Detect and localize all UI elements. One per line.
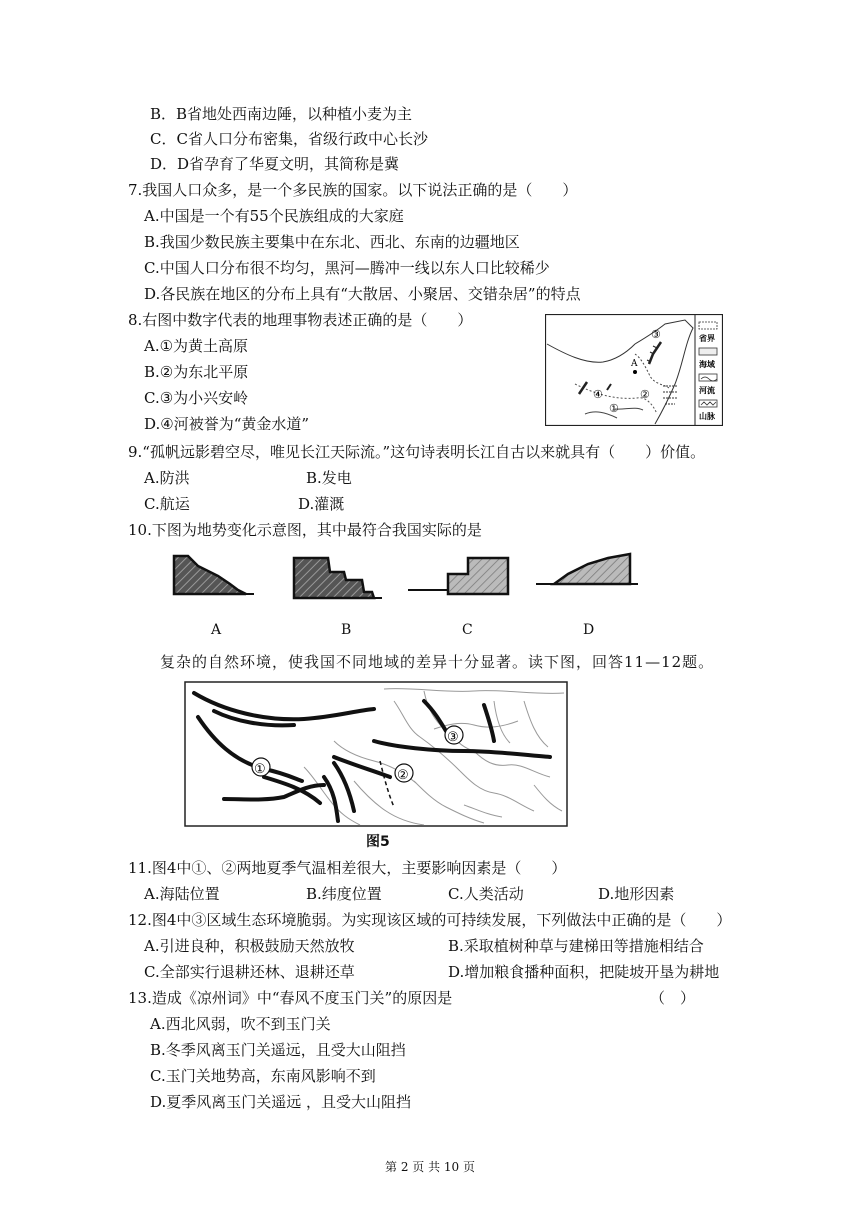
profile-b	[294, 558, 382, 598]
profile-c	[408, 558, 508, 594]
q12-stem: 12.图4中③区域生态环境脆弱。为实现该区域的可持续发展，下列做法中正确的是（ ）	[128, 911, 732, 929]
q6-option-c: C．C省人口分布密集，省级行政中心长沙	[150, 130, 428, 148]
page-footer: 第 2 页 共 10 页	[385, 1160, 475, 1174]
q9-option-c: C.航运	[144, 495, 190, 513]
figure-5-caption: 图5	[366, 834, 390, 850]
q11-stem: 11.图4中①、②两地夏季气温相差很大，主要影响因素是（ ）	[128, 859, 567, 877]
legend-river: 河流	[699, 386, 715, 395]
q8-map-label-1: ①	[609, 402, 619, 415]
q9-option-d: D.灌溉	[298, 495, 345, 513]
intro-11-12: 复杂的自然环境，使我国不同地域的差异十分显著。读下图，回答11—12题。	[160, 653, 715, 671]
q8-map-label-2: ②	[640, 388, 650, 401]
q11-option-d: D.地形因素	[598, 885, 675, 903]
q12-option-c: C.全部实行退耕还林、退耕还草	[144, 963, 355, 981]
fig5-label-3: ③	[447, 730, 459, 745]
legend-sea: 海域	[699, 360, 715, 369]
profile-d	[536, 554, 638, 584]
q7-option-c: C.中国人口分布很不均匀，黑河—腾冲一线以东人口比较稀少	[144, 259, 550, 277]
q13-answer-paren: （ ）	[650, 989, 696, 1007]
q8-map-label-3: ③	[651, 328, 661, 341]
q9-option-b: B.发电	[306, 469, 352, 487]
q8-option-c: C.③为小兴安岭	[144, 389, 249, 407]
fig5-label-1: ①	[254, 762, 266, 777]
q9-stem: 9.“孤帆远影碧空尽，唯见长江天际流。”这句诗表明长江自古以来就具有（ ）价值。	[128, 443, 706, 461]
q8-map	[545, 314, 723, 426]
legend-provincial-border: 省界	[699, 334, 715, 343]
q10-label-b: B	[341, 622, 352, 638]
figure-5-map	[184, 681, 568, 827]
fig5-label-2: ②	[397, 768, 409, 783]
q12-option-b: B.采取植树种草与建梯田等措施相结合	[448, 937, 704, 955]
legend-mountain: 山脉	[699, 412, 715, 421]
q12-option-d: D.增加粮食播种面积，把陡坡开垦为耕地	[448, 963, 720, 981]
q9-option-a: A.防洪	[144, 469, 190, 487]
profile-a	[174, 556, 254, 594]
q13-option-b: B.冬季风离玉门关遥远，且受大山阻挡	[150, 1041, 406, 1059]
q7-option-a: A.中国是一个有55个民族组成的大家庭	[144, 207, 404, 225]
q7-stem: 7.我国人口众多，是一个多民族的国家。以下说法正确的是（ ）	[128, 181, 578, 199]
q6-option-b: B．B省地处西南边陲，以种植小麦为主	[150, 105, 413, 123]
q13-option-a: A.西北风弱，吹不到玉门关	[150, 1015, 331, 1033]
q10-label-d: D	[583, 622, 595, 638]
q8-map-label-4: ④	[593, 388, 603, 401]
q10-label-a: A	[211, 622, 222, 638]
q11-option-c: C.人类活动	[448, 885, 524, 903]
q10-terrain-profiles	[168, 550, 648, 606]
q6-option-d: D．D省孕育了华夏文明，其简称是冀	[150, 155, 400, 173]
q13-stem: 13.造成《凉州词》中“春风不度玉门关”的原因是	[128, 989, 453, 1007]
q11-option-a: A.海陆位置	[144, 885, 220, 903]
q7-option-d: D.各民族在地区的分布上具有“大散居、小聚居、交错杂居”的特点	[144, 285, 581, 303]
q11-option-b: B.纬度位置	[306, 885, 382, 903]
q8-map-label-a: A	[631, 359, 638, 369]
q10-label-c: C	[462, 622, 473, 638]
q7-option-b: B.我国少数民族主要集中在东北、西北、东南的边疆地区	[144, 233, 520, 251]
q8-stem: 8.右图中数字代表的地理事物表述正确的是（ ）	[128, 311, 473, 329]
q8-option-a: A.①为黄土高原	[144, 337, 249, 355]
q10-stem: 10.下图为地势变化示意图，其中最符合我国实际的是	[128, 521, 482, 539]
q13-option-c: C.玉门关地势高，东南风影响不到	[150, 1067, 376, 1085]
q13-option-d: D.夏季风离玉门关遥远 ，且受大山阻挡	[150, 1093, 412, 1111]
q8-option-d: D.④河被誉为“黄金水道”	[144, 415, 310, 433]
q8-option-b: B.②为东北平原	[144, 363, 249, 381]
q12-option-a: A.引进良种，积极鼓励天然放牧	[144, 937, 355, 955]
